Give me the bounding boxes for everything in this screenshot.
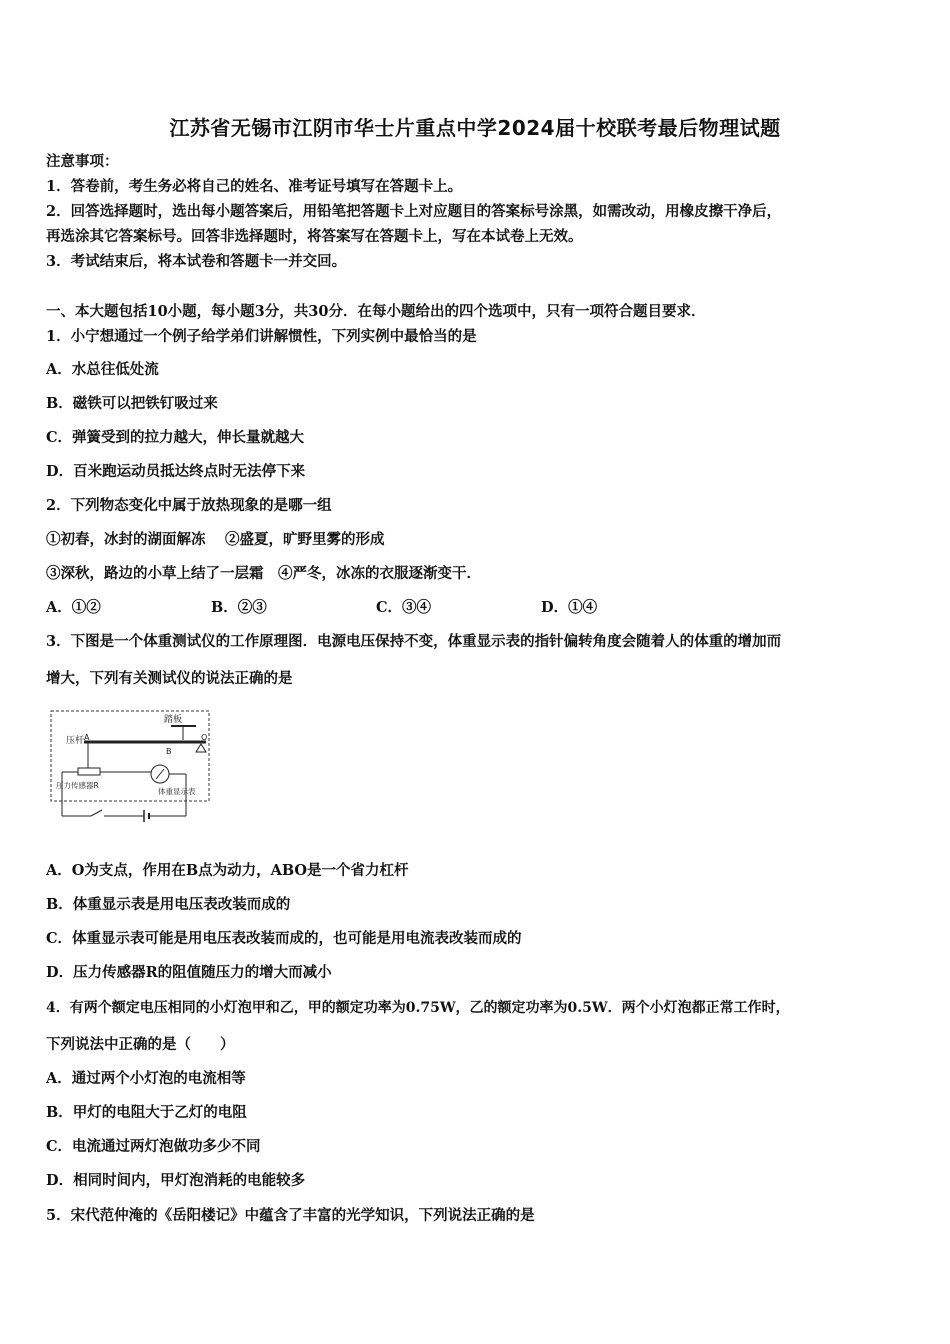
label-sensor: 压力传感器R <box>56 781 99 790</box>
q2-option-a: A．①② <box>46 599 101 616</box>
q1-option-b: B．磁铁可以把铁钉吸过来 <box>46 395 218 412</box>
q1-option-a: A．水总往低处流 <box>46 361 159 378</box>
q4-option-a: A．通过两个小灯泡的电流相等 <box>46 1070 246 1087</box>
q3-option-a: A．O为支点，作用在B点为动力，ABO是一个省力杠杆 <box>46 862 409 879</box>
q2-line-1: ①初春，冰封的湖面解冻 ②盛夏，旷野里雾的形成 <box>46 531 385 548</box>
q5-stem: 5．宋代范仲淹的《岳阳楼记》中蕴含了丰富的光学知识，下列说法正确的是 <box>46 1207 535 1224</box>
label-lever: 压杆 <box>66 736 85 746</box>
notice-item-2: 2．回答选择题时，选出每小题答案后，用铅笔把答题卡上对应题目的答案标号涂黑，如需改动，用橡皮擦干净后， <box>46 203 782 220</box>
q1-stem: 1．小宁想通过一个例子给学弟们讲解惯性，下列实例中最恰当的是 <box>46 328 477 345</box>
weight-scale-circuit-diagram <box>46 706 216 826</box>
q3-stem: 3．下图是一个体重测试仪的工作原理图．电源电压保持不变，体重显示表的指针偏转角度会随着人的体重的增加而 <box>46 633 782 650</box>
q1-option-d: D．百米跑运动员抵达终点时无法停下来 <box>46 463 306 480</box>
switch <box>91 810 102 816</box>
q4-option-b: B．甲灯的电阻大于乙灯的电阻 <box>46 1104 247 1121</box>
q2-option-d: D．①④ <box>541 599 598 616</box>
q4-stem-cont: 下列说法中正确的是（ ） <box>46 1036 235 1053</box>
label-meter: 体重显示表 <box>158 787 196 796</box>
q4-option-c: C．电流通过两灯泡做功多少不同 <box>46 1138 261 1155</box>
q3-option-d: D．压力传感器R的阻值随压力的增大而减小 <box>46 964 332 981</box>
notice-item-1: 1．答卷前，考生务必将自己的姓名、准考证号填写在答题卡上。 <box>46 178 463 195</box>
q3-stem-cont: 增大，下列有关测试仪的说法正确的是 <box>46 670 293 687</box>
label-pedal: 踏板 <box>164 715 183 725</box>
notice-item-3: 3．考试结束后，将本试卷和答题卡一并交回。 <box>46 253 347 270</box>
notice-heading: 注意事项： <box>46 153 119 170</box>
q4-stem: 4．有两个额定电压相同的小灯泡甲和乙，甲的额定功率为0.75W，乙的额定功率为0.5W．两个小灯泡都正常工作时， <box>46 1000 790 1016</box>
label-o: O <box>201 733 208 742</box>
label-a: A <box>84 733 90 742</box>
q2-stem: 2．下列物态变化中属于放热现象的是哪一组 <box>46 497 332 514</box>
notice-item-2-cont: 再选涂其它答案标号。回答非选择题时，将答案写在答题卡上，写在本试卷上无效。 <box>46 228 583 245</box>
q4-option-d: D．相同时间内，甲灯泡消耗的电能较多 <box>46 1172 306 1189</box>
q3-option-b: B．体重显示表是用电压表改装而成的 <box>46 896 291 913</box>
exam-title: 江苏省无锡市江阴市华士片重点中学2024届十校联考最后物理试题 <box>169 116 781 140</box>
q2-options <box>46 598 597 618</box>
q2-line-2: ③深秋，路边的小草上结了一层霜 ④严冬，冰冻的衣服逐渐变干． <box>46 565 481 582</box>
q2-option-b: B．②③ <box>211 599 267 616</box>
section-heading: 一、本大题包括10小题，每小题3分，共30分．在每小题给出的四个选项中，只有一项符合题目要求． <box>46 303 706 320</box>
q3-option-c: C．体重显示表可能是用电压表改装而成的，也可能是用电流表改装而成的 <box>46 930 522 947</box>
fulcrum <box>196 744 206 752</box>
q2-option-c: C．③④ <box>376 599 432 616</box>
q1-option-c: C．弹簧受到的拉力越大，伸长量就越大 <box>46 429 305 446</box>
pressure-sensor <box>78 768 100 775</box>
label-b: B <box>166 747 172 756</box>
